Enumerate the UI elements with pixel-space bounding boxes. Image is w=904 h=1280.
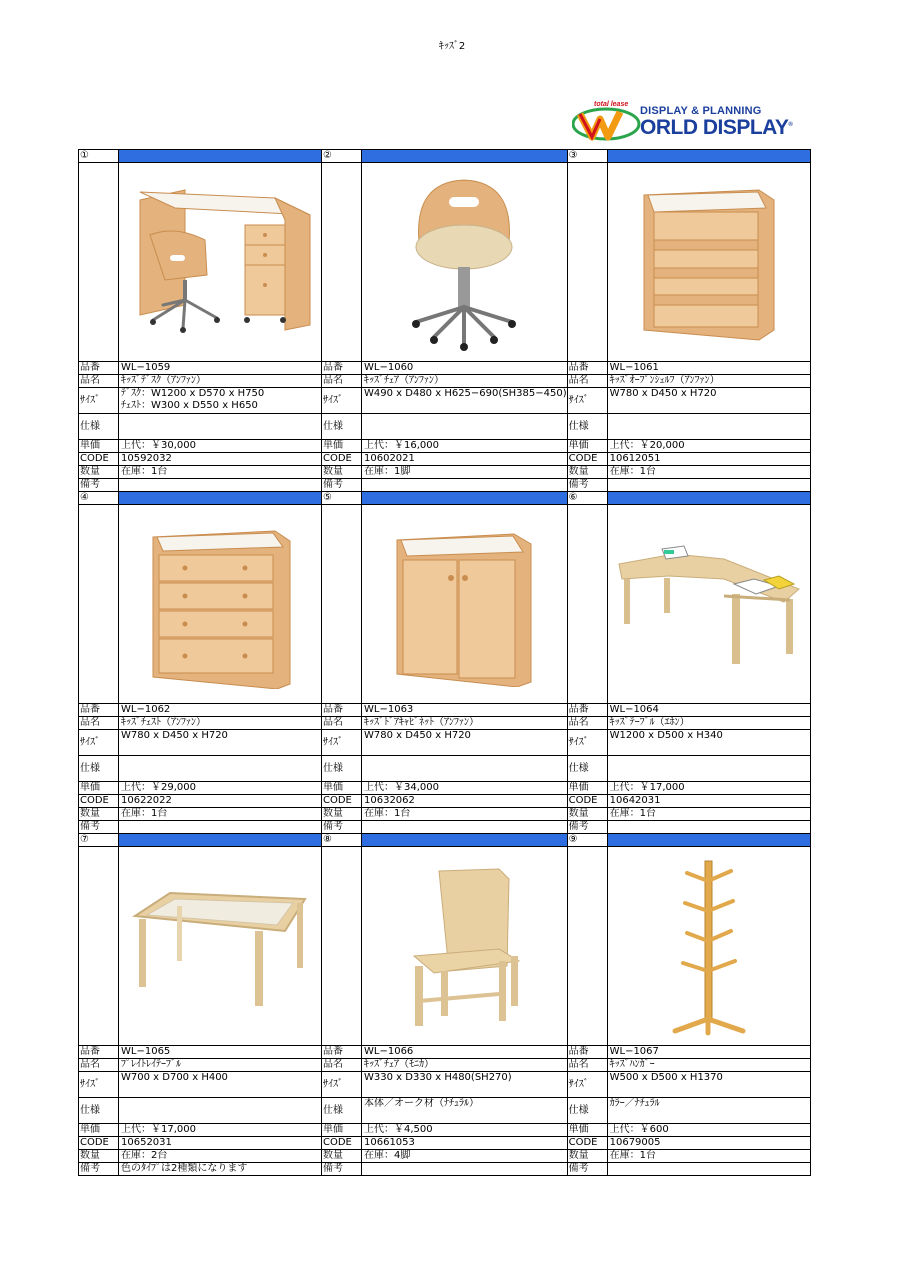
desk-icon: [125, 180, 315, 345]
cabinet-icon: [389, 522, 539, 687]
item-number: ④: [79, 492, 119, 505]
product-code: 10642031: [607, 795, 810, 808]
low-table-icon: [614, 534, 804, 674]
page-title: ｷｯｽﾞ2: [438, 41, 466, 52]
item-header-bar: [362, 834, 568, 847]
product-size: [362, 730, 568, 756]
product-note: [362, 1163, 568, 1176]
image-label-cell: [322, 847, 362, 1046]
product-size: [607, 388, 810, 414]
product-price: 上代：￥17,000: [119, 1124, 322, 1137]
item-number: ②: [322, 150, 362, 163]
product-code-label: CODE: [79, 1137, 119, 1150]
item-number: ③: [567, 150, 607, 163]
product-image-chest: [119, 505, 322, 704]
product-size: [607, 730, 810, 756]
product-code-label: CODE: [567, 453, 607, 466]
product-spec: [362, 756, 568, 782]
product-note: [607, 1163, 810, 1176]
product-spec-label: 仕様: [322, 1098, 362, 1124]
product-spec: [607, 756, 810, 782]
product-price-label: 単価: [322, 1124, 362, 1137]
product-spec-label: 仕様: [79, 756, 119, 782]
product-note-label: 備考: [322, 479, 362, 492]
product-code-label: CODE: [322, 453, 362, 466]
product-price-label: 単価: [567, 782, 607, 795]
product-number: WL−1062: [119, 704, 322, 717]
item-header-bar: [119, 150, 322, 163]
product-name: ｷｯｽﾞﾊﾝｶﾞｰ: [607, 1059, 810, 1072]
product-code-label: CODE: [567, 1137, 607, 1150]
image-label-cell: [567, 163, 607, 362]
product-price: 上代：￥20,000: [607, 440, 810, 453]
play-table-icon: [125, 881, 315, 1011]
product-number: WL−1064: [607, 704, 810, 717]
product-size-line: W780 x D450 x H720: [121, 730, 228, 741]
product-size: [119, 1072, 322, 1098]
product-name: ｷｯｽﾞﾄﾞｱｷｬﾋﾞﾈｯﾄ（ｱﾝﾌｧﾝ）: [362, 717, 568, 730]
product-size-line: W700 x D700 x H400: [121, 1072, 228, 1083]
product-image-play-table: [119, 847, 322, 1046]
product-code: 10632062: [362, 795, 568, 808]
product-price-label: 単価: [79, 440, 119, 453]
product-name: ﾌﾟﾚｲﾄﾚｲﾃｰﾌﾞﾙ: [119, 1059, 322, 1072]
product-image-low-table: [607, 505, 810, 704]
product-number-label: 品番: [79, 1046, 119, 1059]
product-name: ｷｯｽﾞﾁｪｱ（ｱﾝﾌｧﾝ）: [362, 375, 568, 388]
product-name: ｷｯｽﾞｵｰﾌﾟﾝｼｪﾙﾌ（ｱﾝﾌｧﾝ）: [607, 375, 810, 388]
product-code-label: CODE: [79, 453, 119, 466]
product-stock-label: 数量: [567, 466, 607, 479]
product-price-label: 単価: [567, 440, 607, 453]
product-name: ｷｯｽﾞﾃｰﾌﾞﾙ（ｴﾎﾝ）: [607, 717, 810, 730]
product-note-label: 備考: [322, 1163, 362, 1176]
image-label-cell: [79, 505, 119, 704]
product-name: ｷｯｽﾞﾁｪｽﾄ（ｱﾝﾌｧﾝ）: [119, 717, 322, 730]
item-number: ⑧: [322, 834, 362, 847]
product-number-label: 品番: [322, 1046, 362, 1059]
product-image-chair-swivel: [362, 163, 568, 362]
product-stock: 在庫：4脚: [362, 1150, 568, 1163]
product-note-label: 備考: [79, 479, 119, 492]
product-code-label: CODE: [322, 795, 362, 808]
item-header-bar: [607, 492, 810, 505]
product-code: 10652031: [119, 1137, 322, 1150]
product-name-label: 品名: [567, 1059, 607, 1072]
product-size-line: W1200 x D500 x H340: [609, 730, 723, 741]
product-price: 上代：￥29,000: [119, 782, 322, 795]
product-price: 上代：￥16,000: [362, 440, 568, 453]
product-name-label: 品名: [79, 1059, 119, 1072]
product-number-label: 品番: [567, 362, 607, 375]
product-note: 色のﾀｲﾌﾟは2種類になります: [119, 1163, 322, 1176]
product-code: 10622022: [119, 795, 322, 808]
product-price-label: 単価: [322, 782, 362, 795]
product-size: [362, 388, 568, 414]
product-number-label: 品番: [567, 1046, 607, 1059]
product-code-label: CODE: [79, 795, 119, 808]
product-price-label: 単価: [322, 440, 362, 453]
product-price: 上代：￥30,000: [119, 440, 322, 453]
product-size-line: W780 x D450 x H720: [364, 730, 471, 741]
item-header-bar: [607, 150, 810, 163]
product-note-label: 備考: [322, 821, 362, 834]
product-spec: [119, 756, 322, 782]
product-note-label: 備考: [567, 479, 607, 492]
product-size-label: ｻｲｽﾞ: [567, 1072, 607, 1098]
product-size-line: ﾁｪｽﾄ：W300 x D550 x H650: [121, 400, 258, 411]
product-size-label: ｻｲｽﾞ: [567, 388, 607, 414]
item-header-bar: [362, 492, 568, 505]
product-size-label: ｻｲｽﾞ: [79, 730, 119, 756]
product-image-cabinet: [362, 505, 568, 704]
product-image-desk: [119, 163, 322, 362]
product-stock-label: 数量: [79, 1150, 119, 1163]
product-size-line: W780 x D450 x H720: [609, 388, 717, 399]
product-image-chair-wood: [362, 847, 568, 1046]
product-size-label: ｻｲｽﾞ: [79, 388, 119, 414]
item-header-bar: [119, 834, 322, 847]
product-size-line: W500 x D500 x H1370: [609, 1072, 723, 1083]
product-stock: 在庫：1台: [607, 808, 810, 821]
product-size-label: ｻｲｽﾞ: [322, 730, 362, 756]
product-note-label: 備考: [567, 821, 607, 834]
product-number: WL−1065: [119, 1046, 322, 1059]
product-image-shelf: [607, 163, 810, 362]
product-size-line: W490 x D480 x H625−690(SH385−450): [364, 388, 567, 399]
product-number: WL−1060: [362, 362, 568, 375]
product-size: [362, 1072, 568, 1098]
product-number: WL−1066: [362, 1046, 568, 1059]
product-note-label: 備考: [79, 1163, 119, 1176]
logo-tagline: total lease: [594, 101, 629, 108]
product-name-label: 品名: [322, 717, 362, 730]
chest-icon: [145, 519, 295, 689]
product-code: 10661053: [362, 1137, 568, 1150]
product-spec: [362, 414, 568, 440]
product-price-label: 単価: [79, 782, 119, 795]
product-spec-label: 仕様: [79, 414, 119, 440]
image-label-cell: [567, 505, 607, 704]
product-number: WL−1061: [607, 362, 810, 375]
world-display-logo: [570, 100, 810, 142]
item-number: ①: [79, 150, 119, 163]
product-spec: [119, 414, 322, 440]
product-stock-label: 数量: [322, 1150, 362, 1163]
product-code-label: CODE: [567, 795, 607, 808]
product-image-coat-hanger: [607, 847, 810, 1046]
product-code: 10679005: [607, 1137, 810, 1150]
product-price-label: 単価: [567, 1124, 607, 1137]
product-catalog-table: [78, 149, 811, 1176]
product-note-label: 備考: [567, 1163, 607, 1176]
product-note: [362, 821, 568, 834]
product-number: WL−1067: [607, 1046, 810, 1059]
product-number-label: 品番: [79, 704, 119, 717]
product-number-label: 品番: [79, 362, 119, 375]
item-number: ⑨: [567, 834, 607, 847]
logo-top-text: DISPLAY & PLANNING: [640, 105, 762, 117]
product-note: [119, 821, 322, 834]
coat-hanger-icon: [669, 851, 749, 1041]
product-note: [119, 479, 322, 492]
product-number-label: 品番: [322, 362, 362, 375]
product-stock-label: 数量: [567, 1150, 607, 1163]
product-price: 上代：￥4,500: [362, 1124, 568, 1137]
product-size-label: ｻｲｽﾞ: [322, 1072, 362, 1098]
product-price: 上代：￥600: [607, 1124, 810, 1137]
product-size: [119, 388, 322, 414]
product-code: 10592032: [119, 453, 322, 466]
product-stock-label: 数量: [567, 808, 607, 821]
product-stock-label: 数量: [322, 808, 362, 821]
image-label-cell: [79, 847, 119, 1046]
product-spec-label: 仕様: [567, 1098, 607, 1124]
product-number: WL−1059: [119, 362, 322, 375]
product-spec: 本体／オーク材（ﾅﾁｭﾗﾙ）: [362, 1098, 568, 1124]
product-size-label: ｻｲｽﾞ: [567, 730, 607, 756]
product-name-label: 品名: [79, 375, 119, 388]
product-name-label: 品名: [322, 375, 362, 388]
product-spec: ｶﾗｰ／ﾅﾁｭﾗﾙ: [607, 1098, 810, 1124]
product-note: [607, 479, 810, 492]
product-spec: [607, 414, 810, 440]
product-name-label: 品名: [322, 1059, 362, 1072]
product-note: [362, 479, 568, 492]
product-code: 10612051: [607, 453, 810, 466]
product-stock: 在庫：1台: [607, 1150, 810, 1163]
product-spec-label: 仕様: [79, 1098, 119, 1124]
product-stock: 在庫：2台: [119, 1150, 322, 1163]
product-size-line: ﾃﾞｽｸ：W1200 x D570 x H750: [121, 388, 265, 399]
item-number: ⑦: [79, 834, 119, 847]
product-spec-label: 仕様: [567, 756, 607, 782]
product-size-label: ｻｲｽﾞ: [322, 388, 362, 414]
product-spec: [119, 1098, 322, 1124]
product-stock-label: 数量: [322, 466, 362, 479]
product-code: 10602021: [362, 453, 568, 466]
product-code-label: CODE: [322, 1137, 362, 1150]
product-price: 上代：￥17,000: [607, 782, 810, 795]
product-size: [119, 730, 322, 756]
image-label-cell: [79, 163, 119, 362]
shelf-icon: [634, 180, 784, 345]
image-label-cell: [322, 505, 362, 704]
product-size: [607, 1072, 810, 1098]
product-spec-label: 仕様: [567, 414, 607, 440]
item-header-bar: [362, 150, 568, 163]
chair-swivel-icon: [404, 172, 524, 352]
product-stock-label: 数量: [79, 466, 119, 479]
product-price-label: 単価: [79, 1124, 119, 1137]
product-stock: 在庫：1台: [607, 466, 810, 479]
product-price: 上代：￥34,000: [362, 782, 568, 795]
product-note-label: 備考: [79, 821, 119, 834]
product-name: ｷｯｽﾞﾁｪｱ（ﾓﾆｶ）: [362, 1059, 568, 1072]
product-stock: 在庫：1脚: [362, 466, 568, 479]
image-label-cell: [567, 847, 607, 1046]
product-stock: 在庫：1台: [362, 808, 568, 821]
logo-mark-icon: [572, 107, 642, 141]
product-stock: 在庫：1台: [119, 466, 322, 479]
product-number-label: 品番: [322, 704, 362, 717]
product-name-label: 品名: [79, 717, 119, 730]
item-number: ⑤: [322, 492, 362, 505]
chair-wood-icon: [399, 861, 529, 1031]
product-stock: 在庫：1台: [119, 808, 322, 821]
product-size-label: ｻｲｽﾞ: [79, 1072, 119, 1098]
product-note: [607, 821, 810, 834]
item-header-bar: [607, 834, 810, 847]
product-name-label: 品名: [567, 375, 607, 388]
item-number: ⑥: [567, 492, 607, 505]
logo-main-text: ORLD DISPLAY®: [640, 116, 793, 139]
product-stock-label: 数量: [79, 808, 119, 821]
product-name-label: 品名: [567, 717, 607, 730]
product-name: ｷｯｽﾞﾃﾞｽｸ（ｱﾝﾌｧﾝ）: [119, 375, 322, 388]
product-size-line: W330 x D330 x H480(SH270): [364, 1072, 512, 1083]
item-header-bar: [119, 492, 322, 505]
product-number: WL−1063: [362, 704, 568, 717]
product-number-label: 品番: [567, 704, 607, 717]
product-spec-label: 仕様: [322, 756, 362, 782]
image-label-cell: [322, 163, 362, 362]
product-spec-label: 仕様: [322, 414, 362, 440]
